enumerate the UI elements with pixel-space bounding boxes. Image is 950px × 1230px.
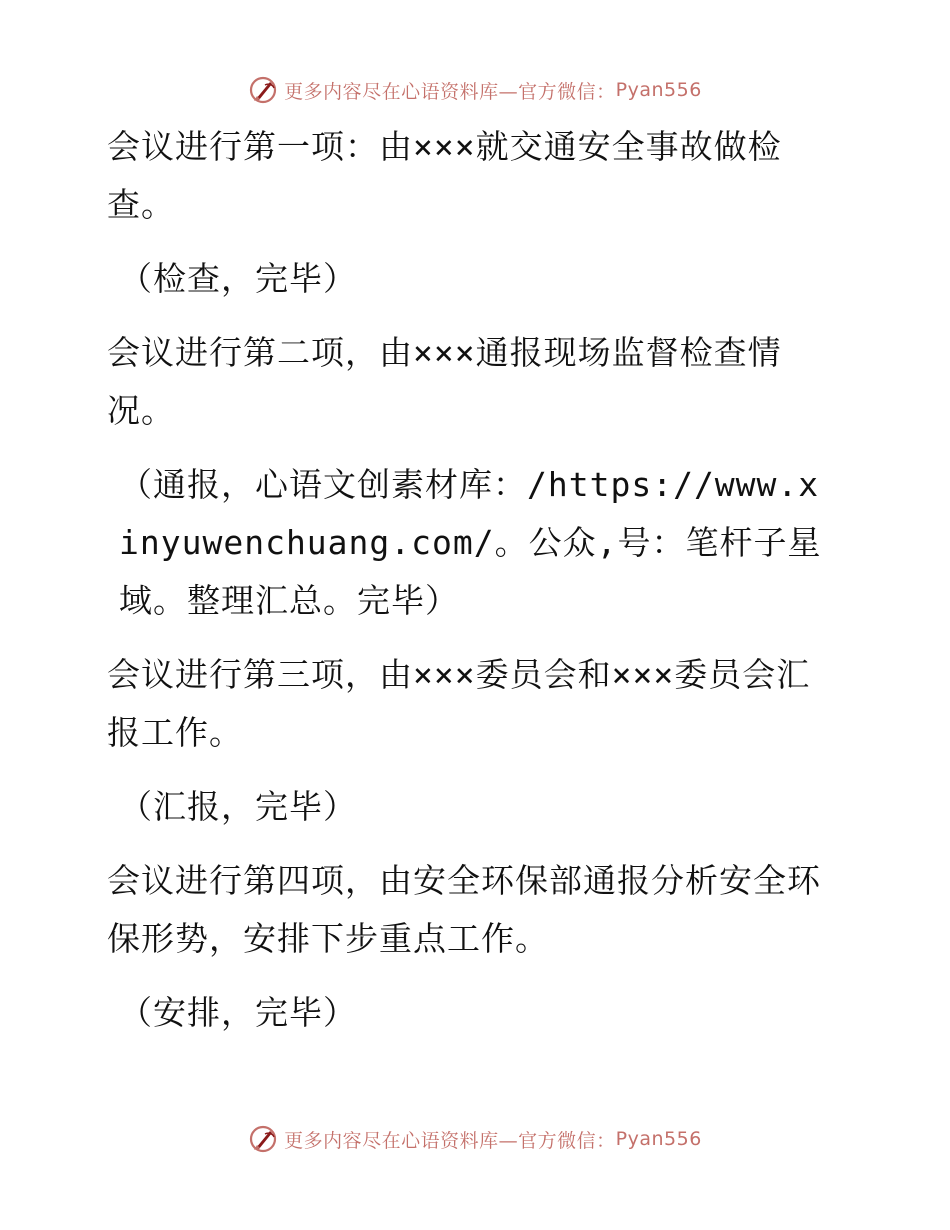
document-body <box>97 118 837 1042</box>
watermark-account: Pyan556 <box>615 79 702 101</box>
paragraph-note-2: （通报，心语文创素材库：/https://www.xinyuwenchuang.com/。公众,号：笔杆子星域。整理汇总。完毕） <box>119 465 822 620</box>
watermark-text: 更多内容尽在心语资料库—官方微信： <box>284 1129 616 1152</box>
watermark-text: 更多内容尽在心语资料库—官方微信： <box>284 80 616 103</box>
footer-watermark <box>0 1121 950 1157</box>
paragraph-note-1: （检查，完毕） <box>119 259 357 298</box>
quill-pen-logo-icon <box>248 1124 278 1154</box>
paragraph-note-3: （汇报，完毕） <box>119 787 357 826</box>
paragraph-item-3: 会议进行第三项，由×××委员会和×××委员会汇报工作。 <box>107 655 811 752</box>
watermark-account: Pyan556 <box>615 1128 702 1150</box>
header-watermark <box>0 72 950 108</box>
paragraph-note-4: （安排，完毕） <box>119 993 357 1032</box>
paragraph-item-4: 会议进行第四项，由安全环保部通报分析安全环保形势，安排下步重点工作。 <box>107 861 821 958</box>
paragraph-item-2: 会议进行第二项，由×××通报现场监督检查情况。 <box>107 333 782 430</box>
paragraph-item-1: 会议进行第一项：由×××就交通安全事故做检查。 <box>107 127 782 224</box>
quill-pen-logo-icon <box>248 75 278 105</box>
